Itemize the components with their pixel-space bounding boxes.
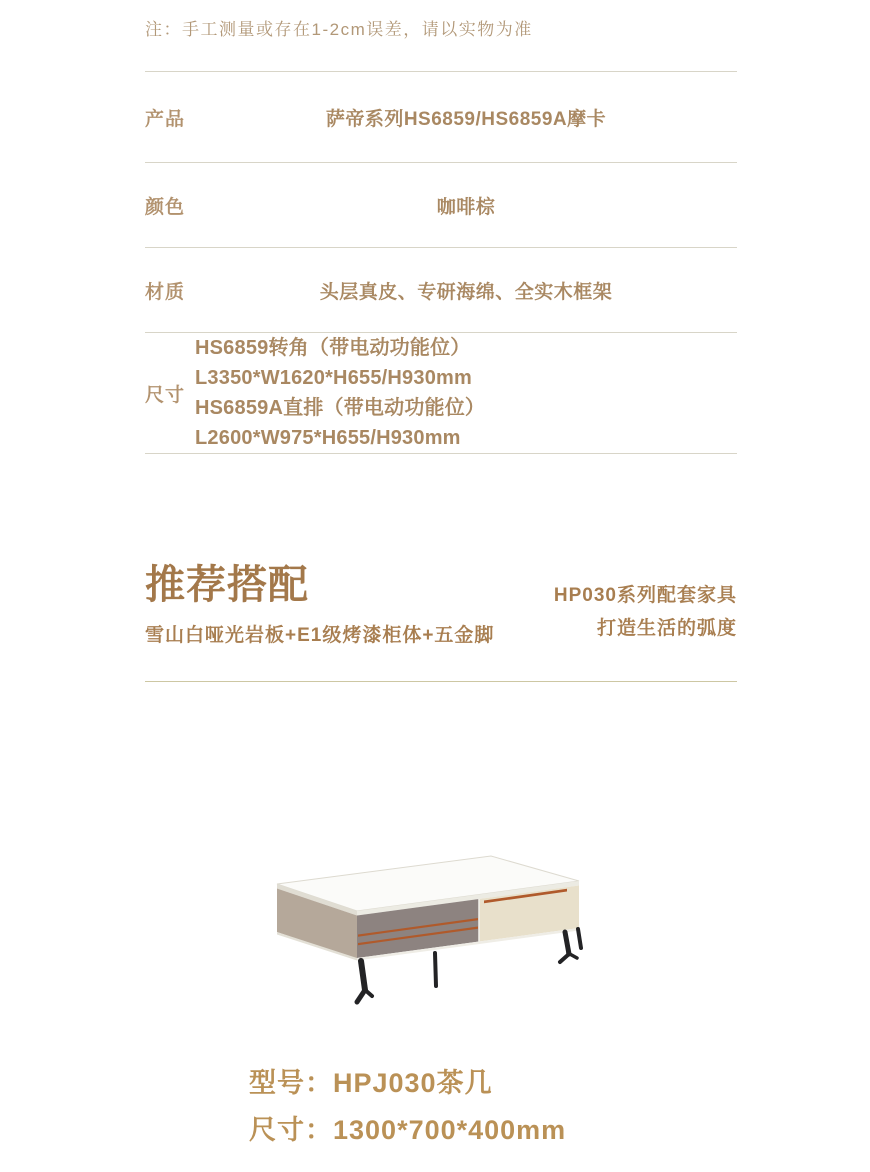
spec-row-color — [145, 163, 737, 247]
recommend-tagline-line1: HP030系列配套家具 — [553, 585, 737, 606]
recommend-left — [145, 562, 494, 647]
recommend-title: 推荐搭配 — [145, 563, 309, 607]
coffee-table-photo — [245, 840, 637, 1042]
recommend-subtitle: 雪山白哑光岩板+E1级烤漆柜体+五金脚 — [145, 625, 495, 646]
coffee-table-illustration — [245, 840, 637, 1042]
measurement-note: 注：手工测量或存在1-2cm误差，请以实物为准 — [145, 20, 533, 39]
recommend-section — [145, 562, 737, 681]
dimension-line-corner: HS6859转角（带电动功能位）L3350*W1620*H655/H930mm — [195, 337, 472, 389]
spec-value-product: 萨帝系列HS6859/HS6859A摩卡 — [325, 108, 607, 130]
spec-row-dimensions — [145, 333, 737, 453]
recommend-tagline-line2: 打造生活的弧度 — [596, 618, 737, 639]
product-spec-page — [145, 0, 737, 1154]
spec-value-color: 咖啡棕 — [436, 196, 496, 218]
product-info — [249, 1060, 737, 1154]
spec-value-material: 头层真皮、专研海绵、全实木框架 — [319, 281, 613, 303]
spec-label-dimensions: 尺寸 — [145, 384, 186, 406]
divider — [145, 453, 737, 454]
dimension-line-straight: HS6859A直排（带电动功能位）L2600*W975*H655/H930mm — [195, 397, 486, 449]
spec-row-product — [145, 72, 737, 162]
product-model: 型号：HPJ030茶几 — [249, 1068, 493, 1098]
divider — [145, 681, 737, 682]
spec-label-product: 产品 — [145, 108, 186, 130]
recommend-tagline — [554, 579, 737, 647]
product-size: 尺寸：1300*700*400mm — [249, 1115, 567, 1145]
spec-row-material — [145, 248, 737, 332]
spec-label-color: 颜色 — [145, 196, 186, 218]
spec-label-material: 材质 — [145, 281, 186, 303]
spec-value-dimensions — [195, 333, 737, 453]
